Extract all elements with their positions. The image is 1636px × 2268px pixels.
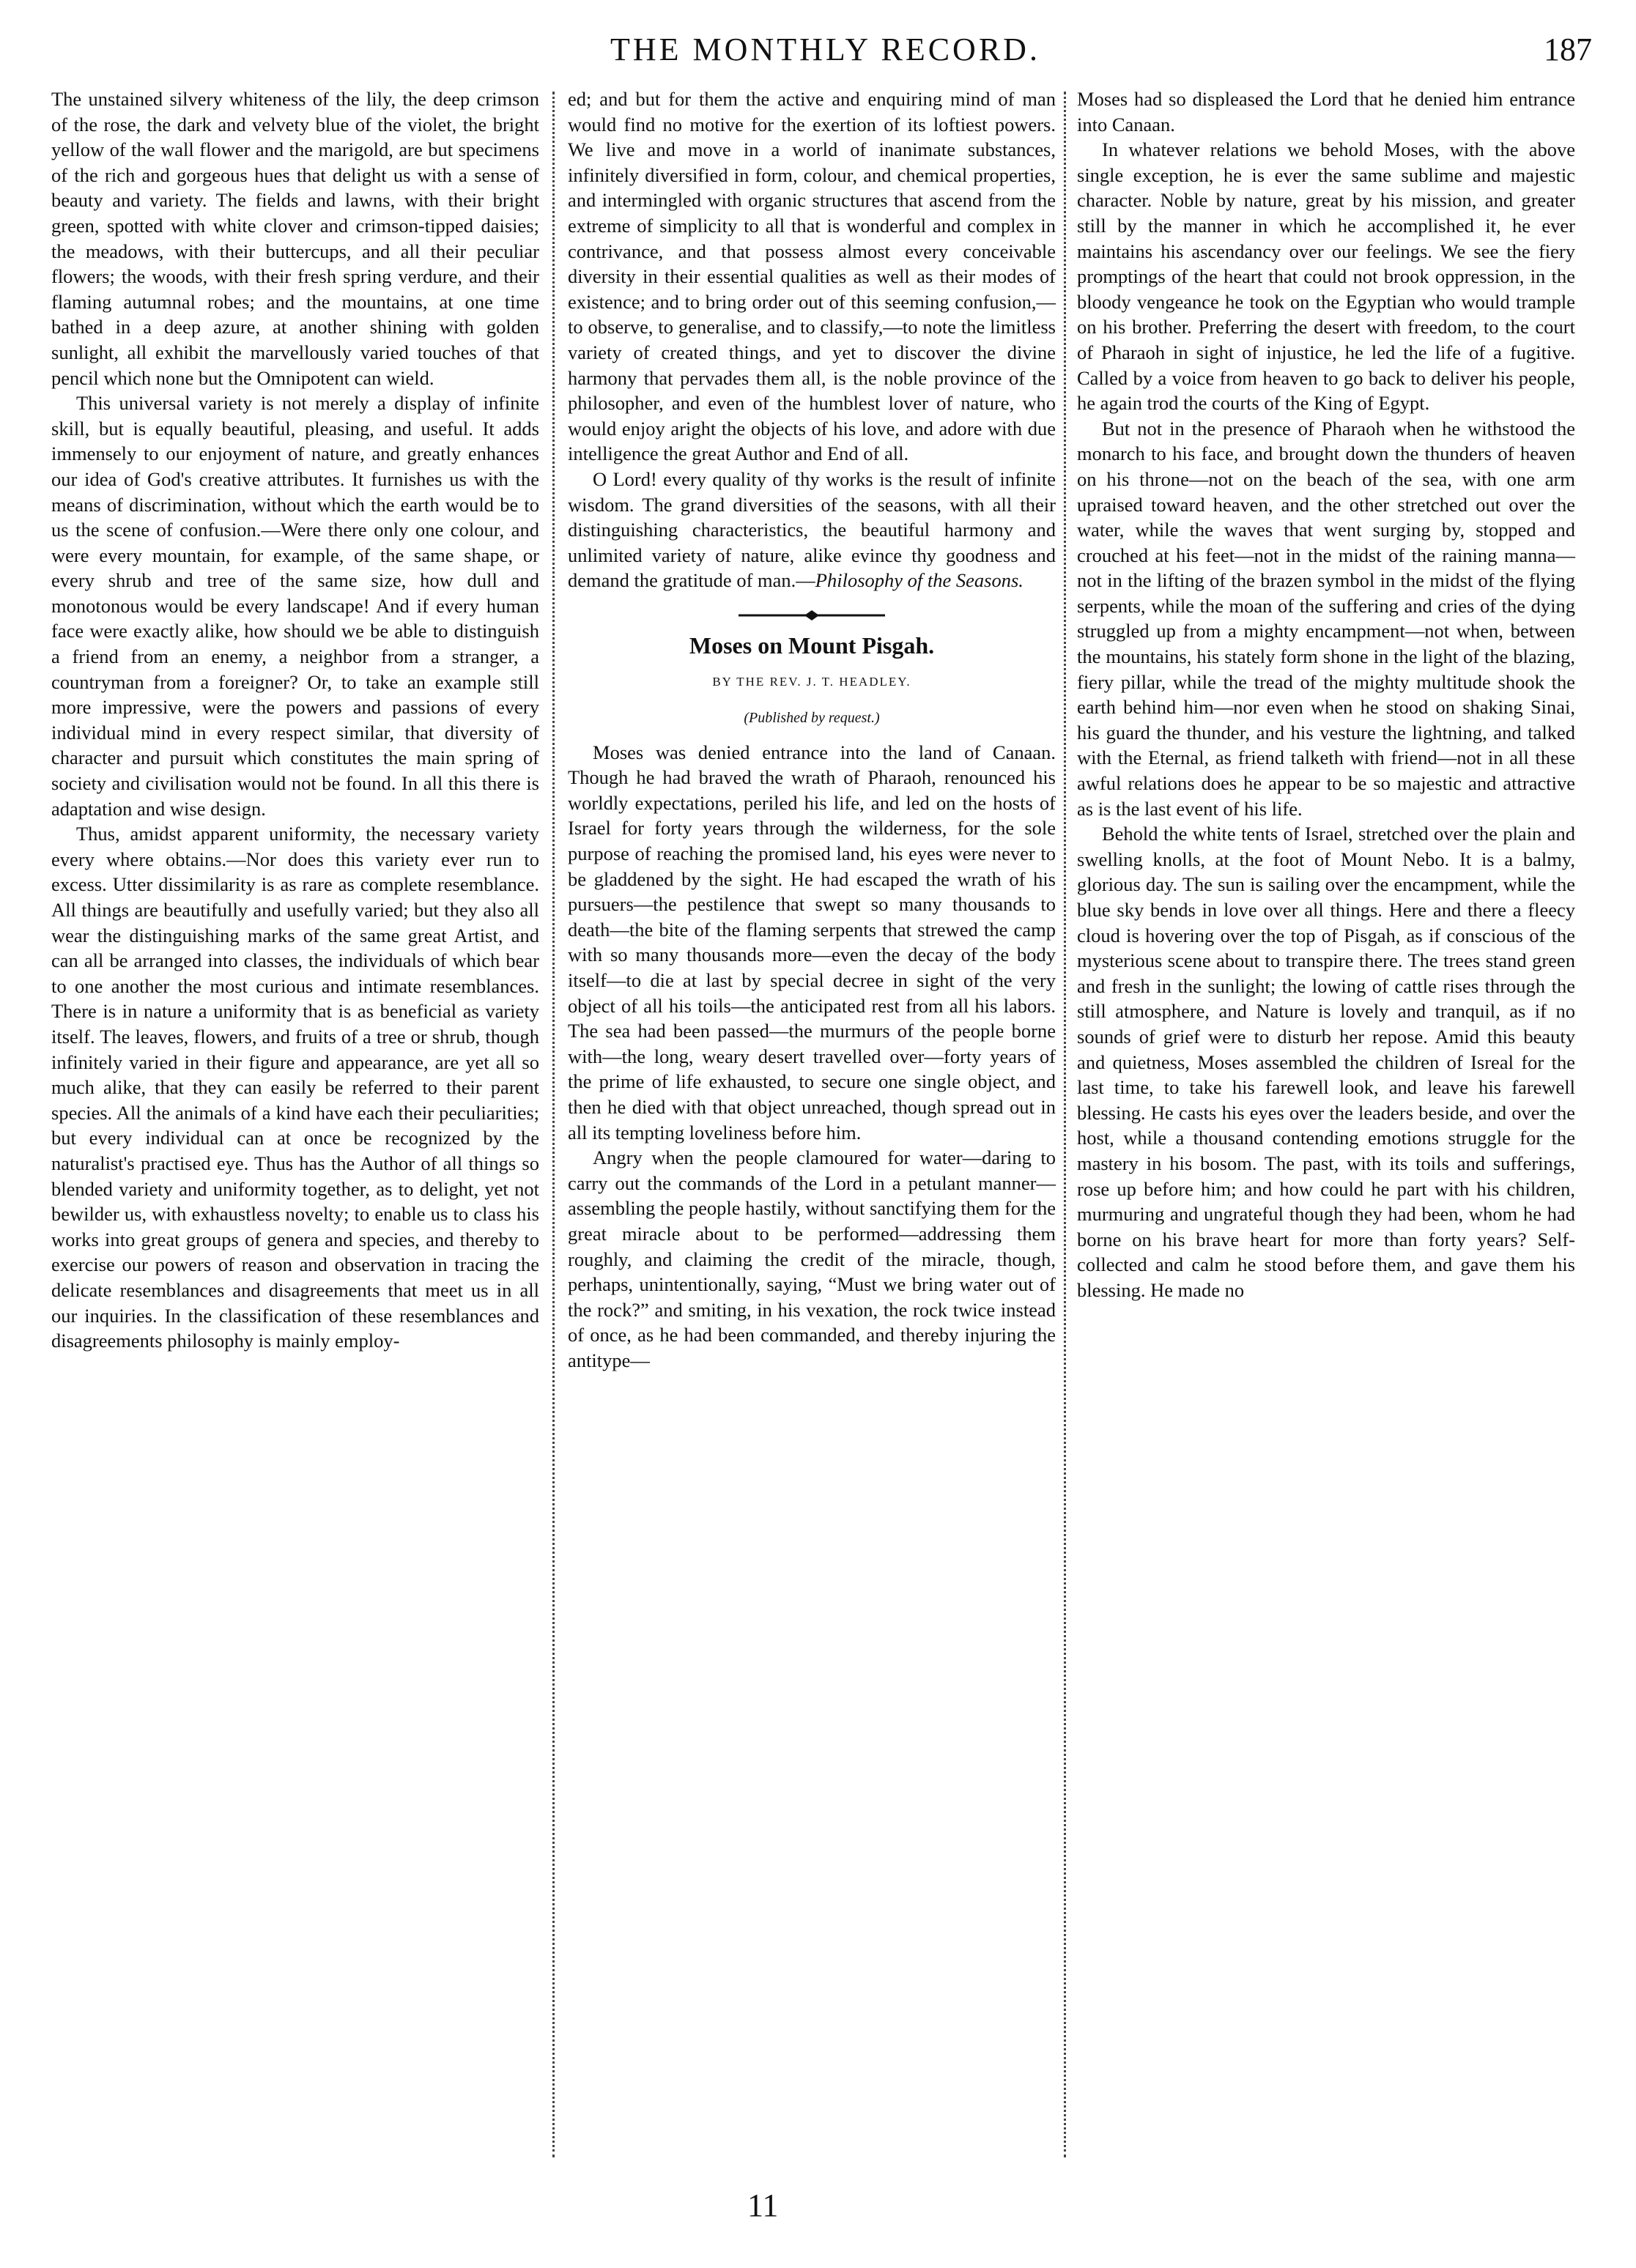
paragraph: ed; and but for them the active and enquiring mind of man would find no motive for the exertion of its loftiest powers. We live and move in a world of inanimate substances, infinitely diversified in form, colour, and chemical properties, and intermingled with organic structures that ascend from the extreme of simplicity to all that is wonderful and complex in contrivance, and that possess almost every conceivable diversity in their essential qualities as well as their modes of existence; and to bring order out of this seeming confusion,—to observe, to generalise, and to classify,—to note the limitless variety of created things, and yet to discover the divine harmony that pervades them all, is the noble province of the philosopher, and even of the humblest lover of nature, who would enjoy aright the objects of his love, and adore with due intelligence the great Author and End of all.	[568, 88, 1056, 465]
column-right	[1077, 86, 1575, 1303]
page-number: 187	[1544, 32, 1592, 67]
column-left	[51, 86, 539, 1354]
paragraph: Angry when the people clamoured for water—daring to carry out the commands of the Lord in a petulant manner—assembling the people hastily, without sanctifying them for the great miracle about to be performed—addressing them roughly, and claiming the credit of the miracle, though, perhaps, unintentionally, saying, “Must we bring water out of the rock?” and smiting, in his vexation, the rock twice instead of once, as he had been commanded, and thereby injuring the antitype—	[568, 1146, 1056, 1371]
signature-mark: 11	[747, 2187, 779, 2223]
paragraph: In whatever relations we behold Moses, with the above single exception, he is ever the same sublime and majestic character. Noble by nature, great by his mission, and greater still by the manner in which he accomplished it, he ever maintains his ascendancy over our feelings. We see the fiery promptings of the heart that could not brook oppression, in the bloody vengeance he took on the Egyptian who would trample on his brother. Preferring the desert with freedom, to the court of Pharaoh in sight of injustice, he led the life of a fugitive. Called by a voice from heaven to go back to deliver his people, he again trod the courts of the King of Egypt.	[1077, 138, 1575, 415]
article-note: (Published by request.)	[744, 710, 880, 727]
paragraph: Moses had so displeased the Lord that he denied him entrance into Canaan.	[1077, 88, 1575, 136]
column-rule-right	[1064, 92, 1067, 2157]
paragraph: Thus, amidst apparent uniformity, the necessary variety every where obtains.—Nor does this variety ever run to excess. Utter dissimilarity is as rare as complete resemblance. All things are beautifully and usefully varied; but they also all wear the distinguishing marks of the same great Artist, and can all be arranged into classes, the individuals of which bear to one another the most curious and intimate resemblances. There is in nature a uniformity that is as beneficial as variety itself. The leaves, flowers, and fruits of a tree or shrub, though infinitely varied in their figure and appearance, are yet all so much alike, that they can easily be referred to their parent species. All the animals of a kind have each their peculiarities; but every individual can at once be recognized by the naturalist's practised eye. Thus has the Author of all things so blended variety and uniformity together, as to delight, yet not bewilder us, with exhaustless novelty; to enable us to class his works into great groups of genera and species, and thereby to exercise our powers of reason and observation in tracing the delicate resemblances and disagreements that meet us in all our inquiries. In the classification of these resemblances and disagreements philosophy is mainly employ-	[51, 823, 539, 1352]
paragraph	[568, 467, 1056, 593]
paragraph-text: O Lord! every quality of thy works is the result of infinite wisdom. The grand diversities of the seasons, with all their distinguishing characteristics, the beautiful harmony and unlimited variety of nature, alike evince thy goodness and demand the gratitude of man.—	[568, 467, 1056, 592]
article-byline: BY THE REV. J. T. HEADLEY.	[712, 675, 911, 689]
paragraph: This universal variety is not merely a display of infinite skill, but is equally beautiful, pleasing, and useful. It adds immensely to our enjoyment of nature, and greatly enhances our idea of God's creative attributes. It furnishes us with the means of discrimination, without which the earth would be to us the scene of confusion.—Were there only one colour, and were every mountain, for example, of the same shape, or every shrub and tree of the same size, how dull and monotonous would be every landscape! And if every human face were exactly alike, how should we be able to distinguish a friend from an enemy, a neighbor from a stranger, a countryman from a foreigner? Or, to take an example still more impressive, were the powers and passions of every individual mind in every respect similar, that diversity of character and pursuit which constitutes the main spring of society and civilisation would not be found. In all this there is adaptation and wise design.	[51, 392, 539, 820]
ornamental-divider	[739, 608, 885, 623]
paragraph: Moses was denied entrance into the land of Canaan. Though he had braved the wrath of Pharaoh, renounced his worldly expectations, periled his life, and led on the hosts of Israel for forty years through the wilderness, for the sole purpose of reaching the promised land, his eyes were never to be gladdened by the sight. He had escaped the wrath of his pursuers—the pestilence that swept so many thousands to death—the bite of the flaming serpents that strewed the camp with so many thousands more—even the decay of the body itself—to die at last by special decree in sight of the very object of all his toils—the anticipated rest from all his labors. The sea had been passed—the murmurs of the people borne with—the long, weary desert travelled over—forty years of the prime of life exhausted, to secure one single object, and then he died with that object unreached, though spread out in all its tempting loveliness before him.	[568, 741, 1056, 1144]
citation: Philosophy of the Seasons.	[815, 569, 1024, 592]
paragraph: Behold the white tents of Israel, stretched over the plain and swelling knolls, at the foot of Mount Nebo. It is a balmy, glorious day. The sun is sailing over the encampment, while the blue sky bends in love over all things. Here and there a fleecy cloud is hovering over the top of Pisgah, as if conscious of the mysterious scene about to transpire there. The trees stand green and fresh in the sunlight; the lowing of cattle rises through the still atmosphere, and Nature is lovely and tranquil, as if no sounds of grief were to disturb her repose. Amid this beauty and quietness, Moses assembled the children of Isreal for the last time, to take his farewell look, and leave his farewell blessing. He casts his eyes over the leaders beside, and over the host, while a thousand contending emotions struggle for the mastery in his bosom. The past, with its toils and sufferings, rose up before him; and how could he part with his children, murmuring and ungrateful though they had been, whom he had borne on his brave heart for more than forty years? Self-collected and calm he stood before them, and gave them his blessing. He made no	[1077, 823, 1575, 1301]
paragraph: The unstained silvery whiteness of the lily, the deep crimson of the rose, the dark and velvety blue of the violet, the bright yellow of the wall flower and the marigold, are but specimens of the rich and gorgeous hues that delight us with a sense of beauty and variety. The fields and lawns, with their bright green, spotted with white clover and crimson-tipped daisies; the meadows, with their buttercups, and all their peculiar flowers; the woods, with their fresh spring verdure, and their flaming autumnal robes; and the mountains, at one time bathed in a deep azure, at another shining with golden sunlight, all exhibit the marvellously varied touches of that pencil which none but the Omnipotent can wield.	[51, 88, 539, 389]
column-middle	[568, 86, 1056, 1374]
column-rule-left	[552, 92, 556, 2157]
article-title: Moses on Mount Pisgah.	[689, 631, 935, 659]
page-header	[59, 16, 1592, 75]
journal-title: THE MONTHLY RECORD.	[610, 32, 1040, 67]
paragraph: But not in the presence of Pharaoh when he withstood the monarch to his face, and brought down the thunders of heaven on his throne—not on the beach of the sea, with one arm upraised toward heaven, and the other stretched out over the water, while the waves that went surging by, stopped and crouched at his feet—not in the midst of the raining manna—not in the lifting of the brazen symbol in the midst of the flying serpents, while the moan of the suffering and cries of the dying struggled up from a mighty encampment—not when, between the mountains, his stately form shone in the light of the blazing, fiery pillar, while the tread of the mighty multitude shook the earth behind him—nor even when he stood on shaking Sinai, his guard the thunder, and his vesture the lightning, and talked with the Eternal, as friend talketh with friend—not in all these awful relations does he appear to be so majestic and attractive as is the last event of his life.	[1077, 417, 1575, 820]
